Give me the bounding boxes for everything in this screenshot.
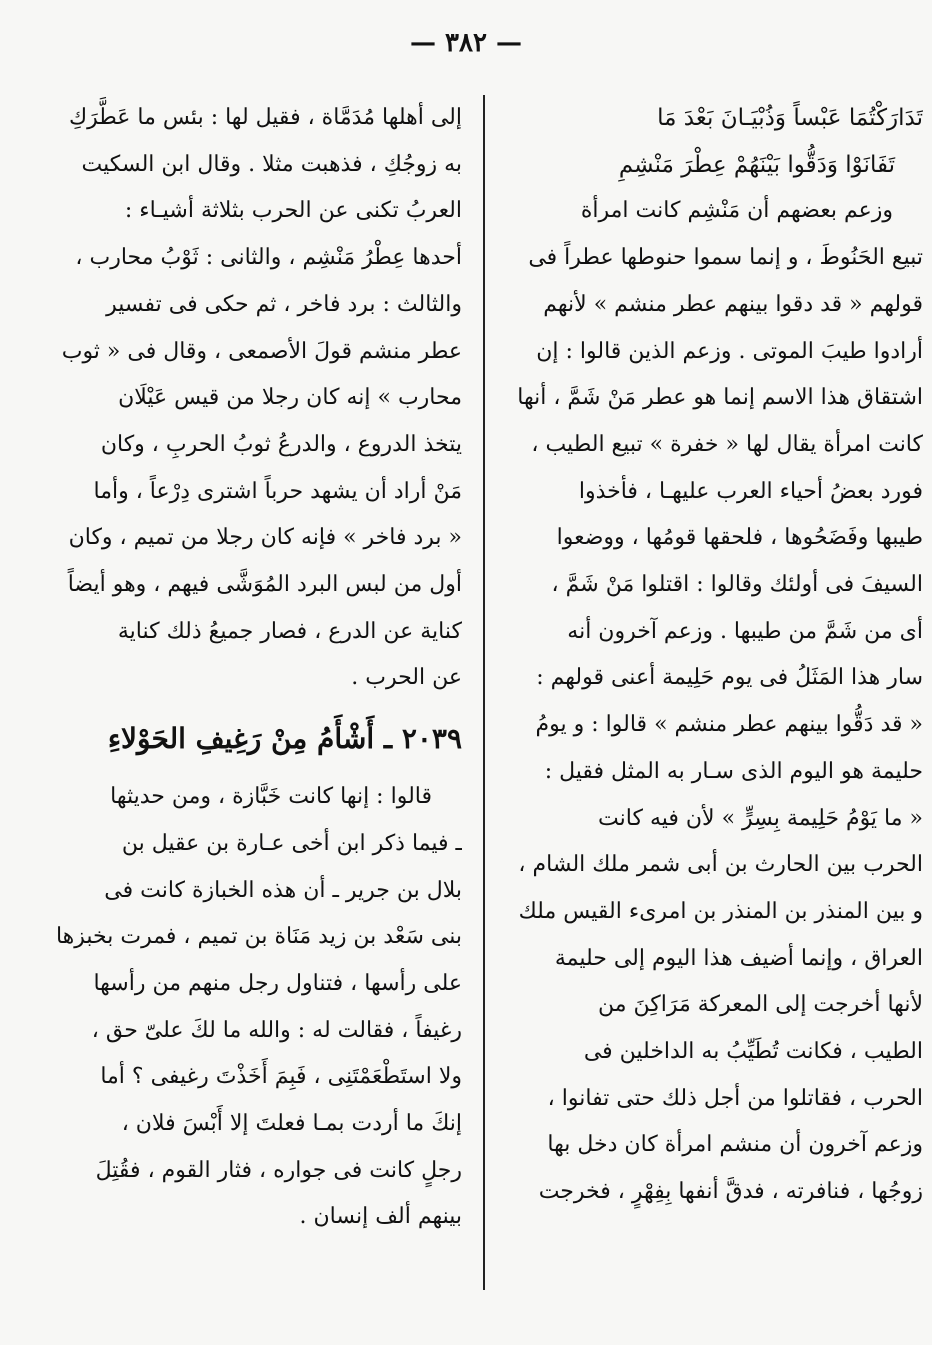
text-line: إلى أهلها مُدَمَّاة ، فقيل لها : بئس ما عَطَّرَكِ — [68, 105, 462, 130]
text-line: كانت امرأة يقال لها « خفرة » تبيع الطيب ، — [531, 431, 923, 457]
text-line: الحرب بين الحارث بن أبى شمر ملك الشام ، — [518, 852, 923, 878]
text-line: به زوجُكِ ، فذهبت مثلا . وقال ابن السكيت — [81, 151, 462, 177]
text-line: أول من لبس البرد المُوَشَّى فيهم ، وهو أيضاً — [67, 572, 462, 598]
text-line: بينهم ألف إنسان . — [299, 1204, 462, 1230]
text-line: حليمة هو اليوم الذى سـار به المثل فقيل : — [544, 758, 923, 784]
text-line: اشتقاق هذا الاسم إنما هو عطر مَنْ شَمَّ ، أنها — [517, 385, 923, 411]
text-line: زوجُها ، فنافرته ، فدقَّ أنفها بِفِهْرٍ ، فخرجت — [538, 1179, 923, 1205]
column-divider — [483, 95, 485, 1290]
text-line: أحدها عِطْرُ مَنْشِم ، والثانى : ثَوْبُ محارب ، — [75, 245, 462, 271]
text-line: سار هذا المَثَلُ فى يوم حَلِيمة أعنى قولهم : — [536, 665, 923, 691]
text-line: « قد دَقُّوا بينهم عطر منشم » قالوا : و يومُ — [535, 712, 923, 738]
text-line: أى من شَمَّ من طيبها . وزعم آخرون أنه — [567, 618, 923, 644]
text-line: العربُ تكنى عن الحرب بثلاثة أشيـاء : — [124, 198, 462, 224]
text-line: رغيفاً ، فقالت له : والله ما لكَ علىّ حق ، — [91, 1017, 462, 1043]
text-line: بلال بن جرير ـ أن هذه الخبازة كانت فى — [104, 877, 462, 903]
text-line: أرادوا طيبَ الموتى . وزعم الذين قالوا : إن — [536, 338, 923, 364]
text-line: ولا استَطْعَمْتَنِى ، فَبِمَ أَخَذْتَ رغيفى ؟ أما — [100, 1064, 462, 1090]
text-line: طيبها وفَضَحُوها ، فلحقها قومُها ، ووضعوا — [556, 525, 923, 551]
left-column — [42, 95, 462, 1241]
text-line: تبيع الحَنُوطَ ، و إنما سموا حنوطها عطراً فى — [528, 245, 923, 271]
entry-heading: ٢٠٣٩ ـ أَشْأَمُ مِنْ رَغِيفِ الحَوْلاءِ — [107, 722, 462, 756]
verse-line-2: تَفَانَوْا وَدَقُّوا بَيْنَهُمْ عِطْرَ مَنْشِمِ — [618, 151, 895, 178]
verse-line-1: تَدَارَكْتُمَا عَبْساً وَذُبْيَـانَ بَعْدَ مَا — [657, 105, 923, 131]
text-line: ـ فيما ذكر ابن أخى عـارة بن عقيل بن — [121, 830, 462, 856]
text-line: وزعم آخرون أن منشم امرأة كان دخل بها — [547, 1132, 923, 1158]
text-line: محارب » إنه كان رجلا من قيس عَيْلَان — [118, 385, 462, 411]
text-line: والثالث : برد فاخر ، ثم حكى فى تفسير — [106, 291, 462, 317]
text-line: قولهم « قد دقوا بينهم عطر منشم » لأنهم — [543, 291, 923, 317]
text-line: بنى سَعْد بن زيد مَنَاة بن تميم ، فمرت بخبزها — [55, 924, 462, 950]
text-line: و بين المنذر بن المنذر بن امرىء القيس ملك — [518, 898, 923, 924]
text-line: فورد بعضُ أحياء العرب عليهـا ، فأخذوا — [578, 478, 923, 504]
text-line: عن الحرب . — [351, 665, 462, 691]
text-line: عطر منشم قولَ الأصمعى ، وقال فى « ثوب — [61, 338, 462, 364]
text-line: إنكَ ما أردت بمـا فعلتَ إلا أَبْسَ فلان ، — [121, 1111, 462, 1137]
text-line: يتخذ الدروع ، والدرعُ ثوبُ الحربِ ، وكان — [100, 431, 462, 457]
text-line: السيفَ فى أولئك وقالوا : اقتلوا مَنْ شَمَّ ، — [551, 572, 923, 598]
text-line: « برد فاخر » فإنه كان رجلا من تميم ، وكان — [68, 525, 462, 551]
text-line: لأنها أخرجت إلى المعركة مَرَاكِنَ من — [597, 992, 923, 1018]
text-line: كناية عن الدرع ، فصار جميعُ ذلك كناية — [117, 618, 462, 644]
text-line: رجلٍ كانت فى جواره ، فثار القوم ، فقُتِلَ — [95, 1157, 462, 1183]
right-column — [503, 95, 923, 1216]
text-line: العراق ، وإنما أضيف هذا اليوم إلى حليمة — [554, 945, 923, 971]
text-line: وزعم بعضهم أن مَنْشِم كانت امرأة — [580, 198, 893, 224]
text-line: الطيب ، فكانت تُطَيِّبُ به الداخلين فى — [583, 1039, 923, 1065]
page-number: — ٣٨٢ — — [409, 28, 523, 58]
text-line: مَنْ أراد أن يشهد حرباً اشترى دِرْعاً ، وأما — [93, 478, 462, 504]
text-line: الحرب ، فقاتلوا من أجل ذلك حتى تفانوا ، — [547, 1085, 923, 1111]
text-line: على رأسها ، فتناول رجل منهم من رأسها — [93, 970, 462, 996]
text-line: « ما يَوْمُ حَلِيمة بِسِرٍّ » لأن فيه كانت — [598, 805, 923, 831]
text-line: قالوا : إنها كانت خَبَّازة ، ومن حديثها — [110, 784, 432, 810]
